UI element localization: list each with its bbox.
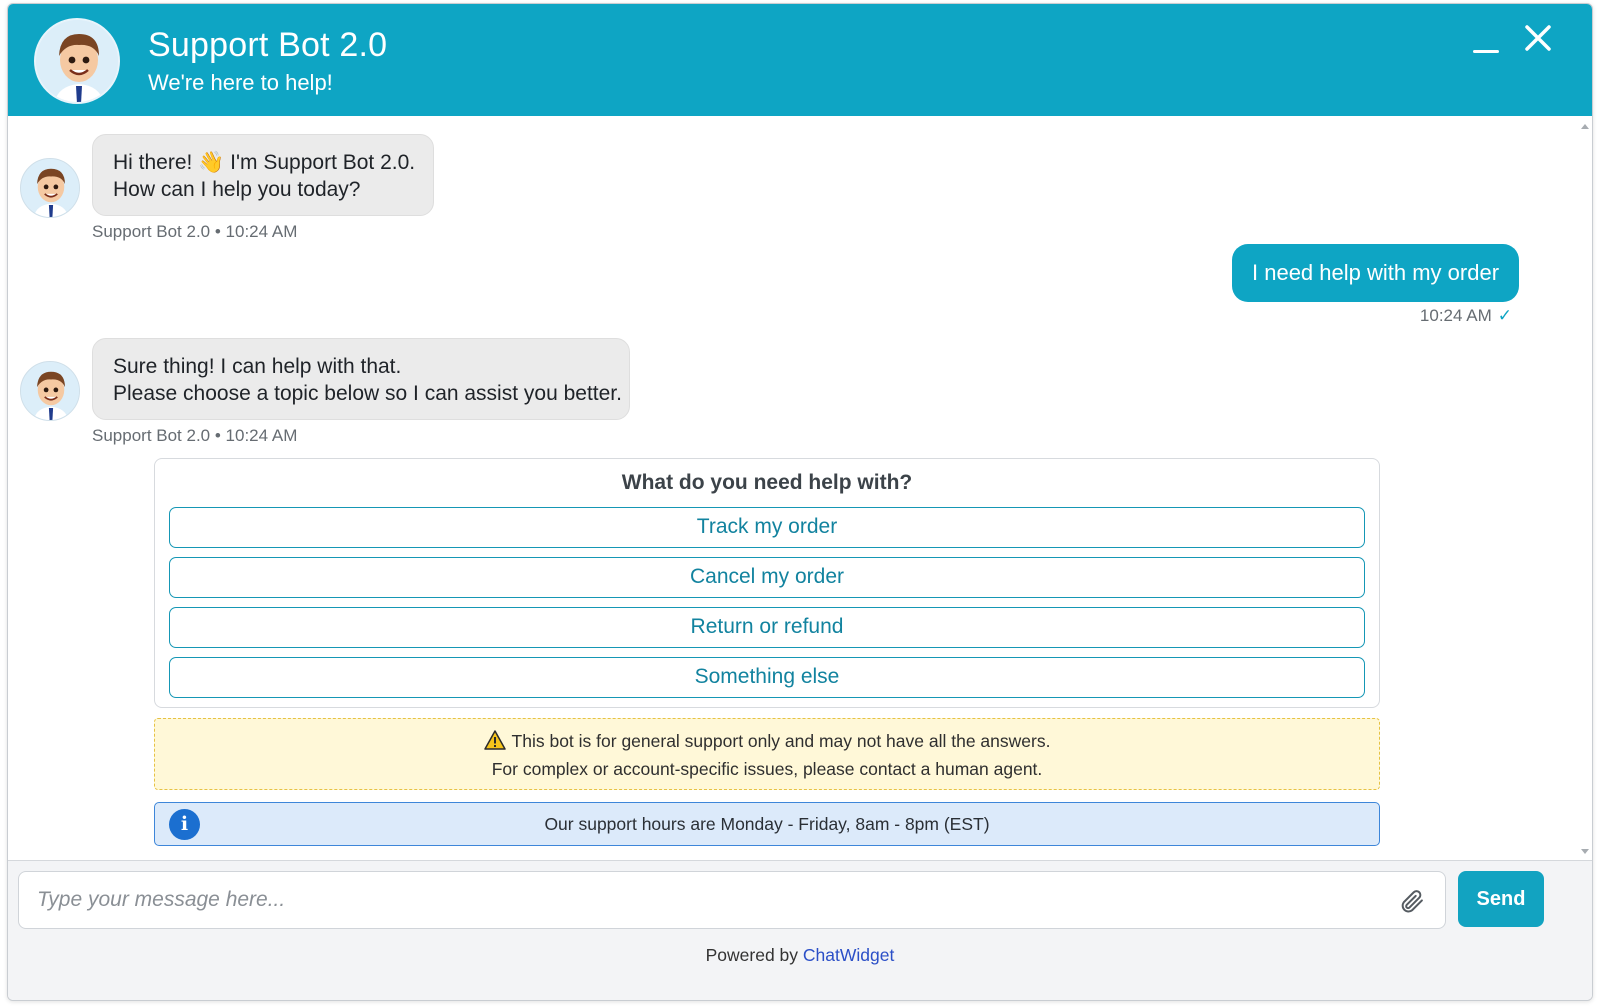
close-icon bbox=[1520, 20, 1556, 56]
read-check-icon: ✓ bbox=[1497, 306, 1512, 325]
disclaimer-notice bbox=[154, 718, 1380, 790]
bot-avatar-icon bbox=[20, 361, 80, 421]
header-title: Support Bot 2.0 bbox=[148, 26, 388, 64]
minimize-button[interactable] bbox=[1468, 32, 1504, 68]
quick-replies-card bbox=[154, 458, 1380, 708]
info-icon: i bbox=[169, 809, 200, 840]
close-button[interactable] bbox=[1520, 20, 1556, 56]
chat-widget bbox=[7, 3, 1593, 1001]
message-meta: Support Bot 2.0 • 10:24 AM bbox=[92, 426, 298, 445]
chatwidget-link[interactable]: ChatWidget bbox=[802, 945, 895, 965]
message-time: 10:24 AM bbox=[1419, 306, 1492, 325]
header-subtitle: We're here to help! bbox=[148, 70, 333, 95]
message-meta bbox=[1308, 306, 1512, 326]
disclaimer-line-1: This bot is for general support only and may not have all the answers. bbox=[511, 731, 1051, 751]
disclaimer-line-2: For complex or account-specific issues, please contact a human agent. bbox=[491, 759, 1043, 779]
message-line: How can I help you today? bbox=[113, 178, 361, 201]
minimize-icon bbox=[1473, 50, 1499, 53]
message-line: Hi there! 👋 I'm Support Bot 2.0. bbox=[113, 151, 416, 174]
message-input[interactable] bbox=[18, 871, 1446, 929]
quick-reply-track-order[interactable]: Track my order bbox=[169, 507, 1365, 548]
powered-by bbox=[8, 945, 1592, 966]
message-list bbox=[8, 116, 1592, 860]
message-line: Sure thing! I can help with that. bbox=[113, 355, 402, 378]
support-hours-text: Our support hours are Monday - Friday, 8am - 8pm (EST) bbox=[544, 814, 990, 834]
composer bbox=[8, 860, 1592, 1001]
user-message-bubble: I need help with my order bbox=[1232, 244, 1519, 302]
message-line: Please choose a topic below so I can assist you better. bbox=[113, 382, 622, 405]
quick-reply-return-refund[interactable]: Return or refund bbox=[169, 607, 1365, 648]
chat-header bbox=[8, 4, 1592, 116]
messages-scrollbar[interactable] bbox=[1578, 116, 1592, 860]
send-button[interactable]: Send bbox=[1458, 871, 1544, 927]
message-meta: Support Bot 2.0 • 10:24 AM bbox=[92, 222, 298, 241]
bot-avatar-icon bbox=[20, 158, 80, 218]
bot-message-bubble bbox=[92, 134, 434, 216]
powered-by-label: Powered by bbox=[705, 945, 799, 965]
quick-reply-cancel-order[interactable]: Cancel my order bbox=[169, 557, 1365, 598]
quick-reply-something-else[interactable]: Something else bbox=[169, 657, 1365, 698]
scroll-up-icon[interactable] bbox=[1581, 124, 1589, 129]
warning-icon bbox=[484, 730, 506, 750]
paperclip-icon bbox=[1398, 887, 1426, 915]
attach-button[interactable] bbox=[1398, 887, 1426, 915]
bot-avatar-icon bbox=[34, 18, 120, 104]
scroll-down-icon[interactable] bbox=[1581, 849, 1589, 854]
bot-message-bubble bbox=[92, 338, 630, 420]
quick-replies-title: What do you need help with? bbox=[621, 471, 913, 494]
support-hours-notice bbox=[154, 802, 1380, 846]
